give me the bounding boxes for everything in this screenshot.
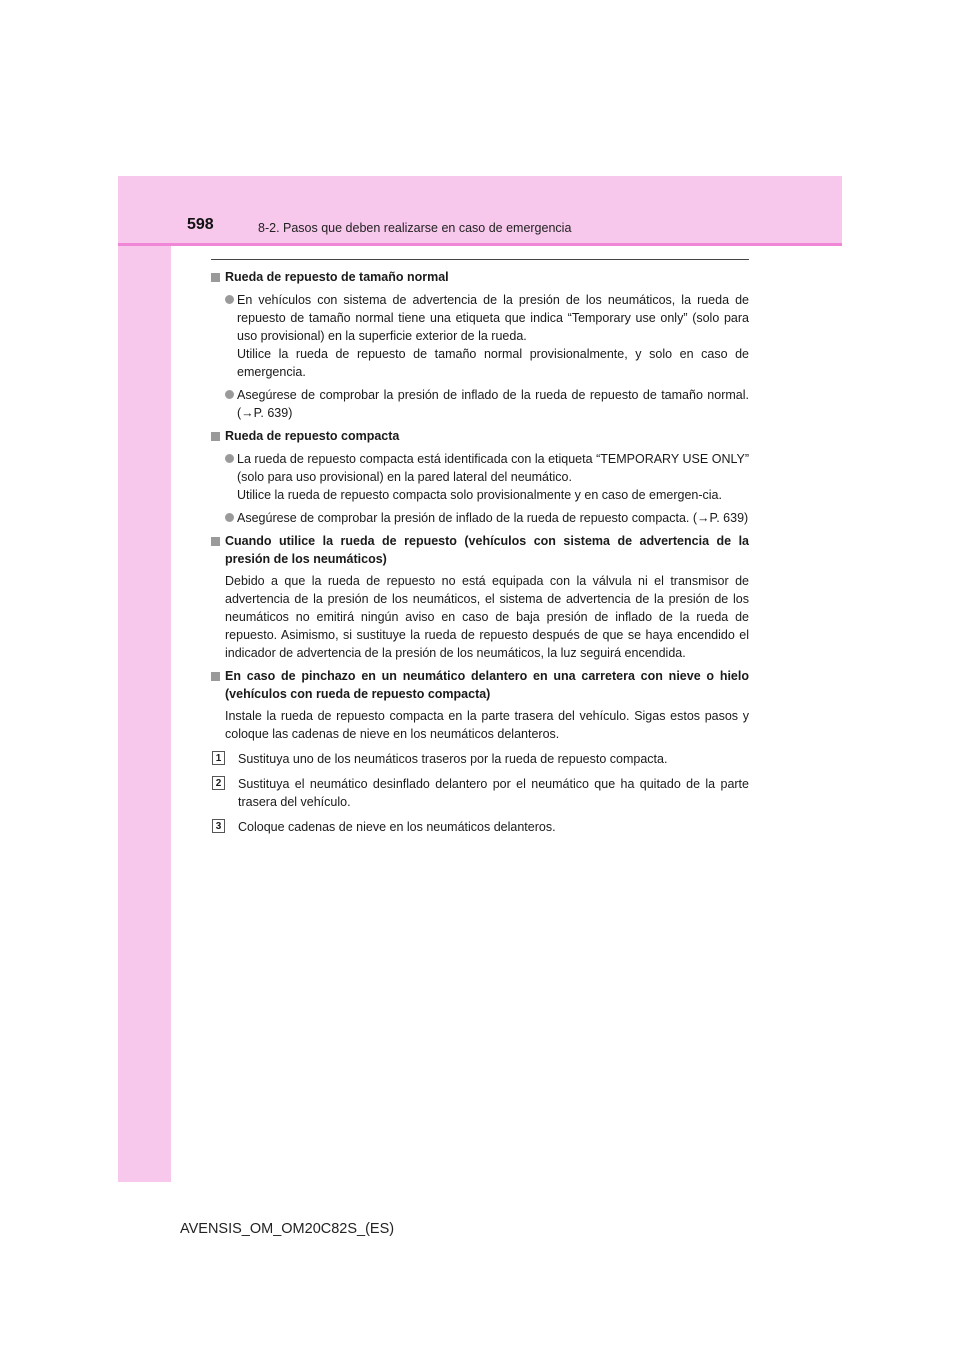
square-bullet-icon [211, 537, 220, 546]
section-title: En caso de pinchazo en un neumático delantero en una carretera con nieve o hielo (vehículos con rueda de repuesto compacta) [225, 669, 749, 701]
step-number: 3 [212, 819, 225, 833]
bullet-text: Utilice la rueda de repuesto de tamaño normal provisionalmente, y solo en caso de emergencia. [237, 347, 749, 379]
square-bullet-icon [211, 432, 220, 441]
step-number: 2 [212, 776, 225, 790]
bullet-text: Asegúrese de comprobar la presión de inflado de la rueda de repuesto de tamaño normal. (→P. 639) [237, 388, 749, 420]
top-rule [211, 259, 749, 260]
bullet-item [225, 386, 749, 422]
step-item [211, 818, 749, 836]
section-title: Rueda de repuesto compacta [225, 429, 400, 443]
square-bullet-icon [211, 672, 220, 681]
header-rule [118, 243, 842, 246]
section [211, 268, 749, 422]
step-number: 1 [212, 751, 225, 765]
section [211, 667, 749, 836]
footer-code: AVENSIS_OM_OM20C82S_(ES) [180, 1221, 395, 1237]
section-paragraph: Debido a que la rueda de repuesto no está equipada con la válvula ni el transmisor de advertencia de la presión de los neumáticos, el sistema de advertencia de la presión de los neumáticos no emitirá ningún aviso en caso de baja presión de inflado de la rueda de repuesto. Asimismo, si sustituye la rueda de repuesto después de que se haya encendido el indicador de advertencia de la presión de los neumáticos, la luz seguirá encendida. [225, 574, 749, 660]
bullet-text: La rueda de repuesto compacta está identificada con la etiqueta “TEMPORARY USE ONLY” (solo para uso provisional) en la pared lateral del neumático. [237, 452, 749, 484]
chapter-title: 8-2. Pasos que deben realizarse en caso de emergencia [258, 221, 572, 235]
section [211, 532, 749, 662]
square-bullet-icon [211, 273, 220, 282]
bullet-text: En vehículos con sistema de advertencia de la presión de los neumáticos, la rueda de repuesto de tamaño normal tiene una etiqueta que indica “Temporary use only” (solo para uso provisional) en la superficie exterior de la rueda. [237, 293, 749, 343]
step-text: Sustituya el neumático desinflado delantero por el neumático que ha quitado de la parte trasera del vehículo. [238, 777, 749, 809]
section-paragraph: Instale la rueda de repuesto compacta en la parte trasera del vehículo. Sigas estos pasos y coloque las cadenas de nieve en los neumáticos delanteros. [225, 709, 749, 741]
circle-bullet-icon [225, 513, 234, 522]
side-band [118, 176, 171, 1182]
step-item [211, 750, 749, 768]
step-text: Sustituya uno de los neumáticos traseros por la rueda de repuesto compacta. [238, 752, 668, 766]
circle-bullet-icon [225, 295, 234, 304]
section-title: Rueda de repuesto de tamaño normal [225, 270, 449, 284]
bullet-item [225, 509, 749, 527]
circle-bullet-icon [225, 390, 234, 399]
step-text: Coloque cadenas de nieve en los neumáticos delanteros. [238, 820, 556, 834]
section [211, 427, 749, 527]
content [211, 268, 749, 841]
bullet-item [225, 291, 749, 381]
bullet-item [225, 450, 749, 504]
step-item [211, 775, 749, 811]
section-title: Cuando utilice la rueda de repuesto (vehículos con sistema de advertencia de la presión de los neumáticos) [225, 534, 749, 566]
circle-bullet-icon [225, 454, 234, 463]
bullet-text: Utilice la rueda de repuesto compacta solo provisionalmente y en caso de emergen-cia. [237, 488, 722, 502]
bullet-text: Asegúrese de comprobar la presión de inflado de la rueda de repuesto compacta. (→P. 639) [237, 511, 749, 525]
page-number: 598 [187, 216, 214, 233]
